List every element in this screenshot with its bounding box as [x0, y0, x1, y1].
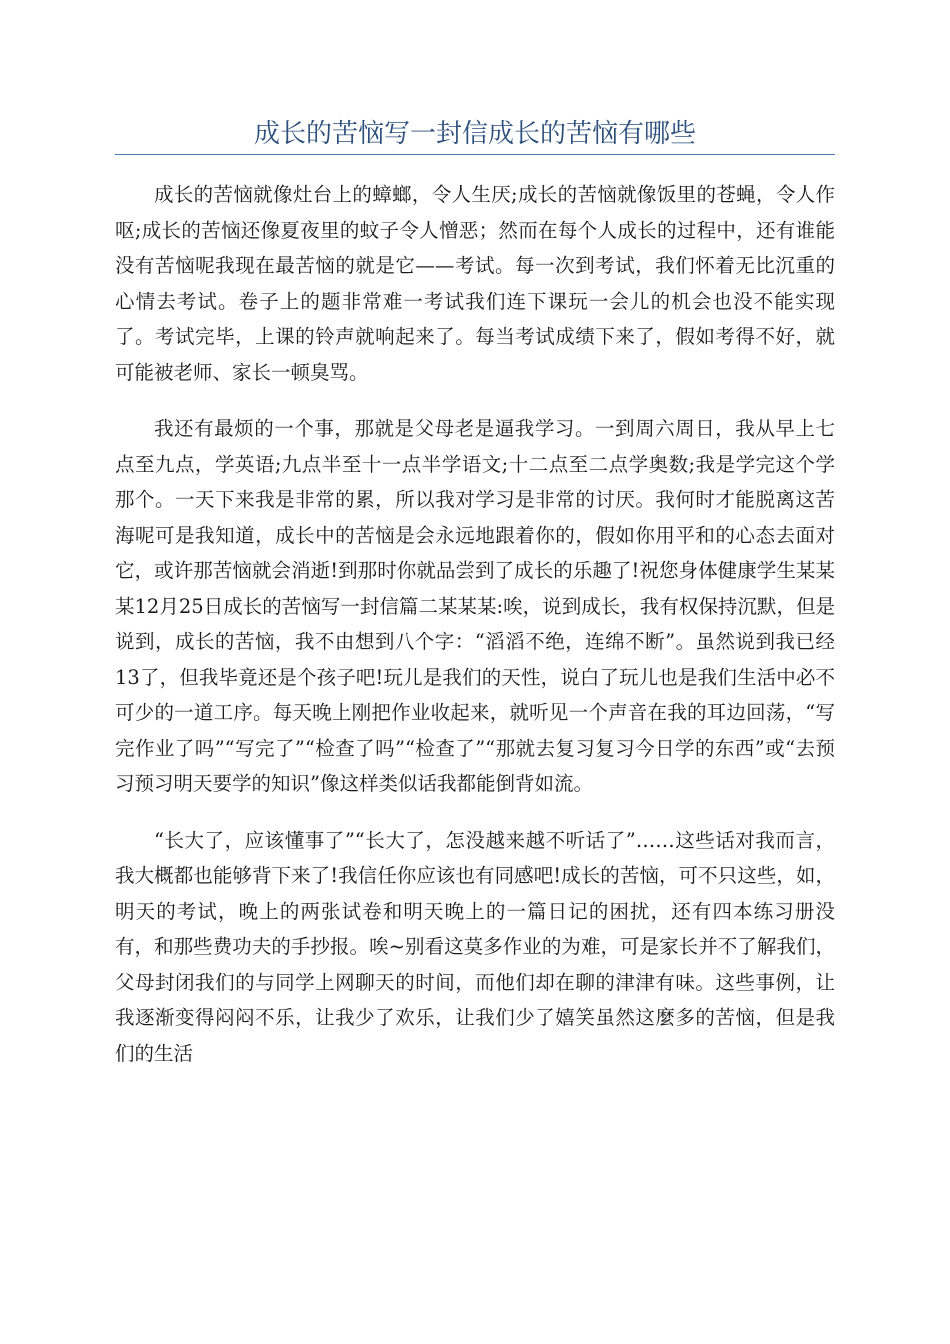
page-title: 成长的苦恼写一封信成长的苦恼有哪些 [253, 119, 696, 149]
document-body [115, 177, 835, 1092]
paragraph-1: 成长的苦恼就像灶台上的蟑螂，令人生厌;成长的苦恼就像饭里的苍蝇，令人作呕;成长的苦恼还像夏夜里的蚊子令人憎恶；然而在每个人成长的过程中，还有谁能没有苦恼呢我现在最苦恼的就是它——考试。每一次到考试，我们怀着无比沉重的心情去考试。卷子上的题非常难一考试我们连下课玩一会儿的机会也没不能实现了。考试完毕，上课的铃声就响起来了。每当考试成绩下来了，假如考得不好，就可能被老师、家长一顿臭骂。 [115, 183, 835, 384]
paragraph-3: “长大了，应该懂事了”“长大了，怎没越来越不听话了”……这些话对我而言，我大概都也能够背下来了!我信任你应该也有同感吧!成长的苦恼，可不只这些，如，明天的考试，晚上的两张试卷和明天晚上的一篇日记的困扰，还有四本练习册没有，和那些费功夫的手抄报。唉~别看这莫多作业的为难，可是家长并不了解我们，父母封闭我们的与同学上网聊天的时间，而他们却在聊的津津有味。这些事例，让我逐渐变得闷闷不乐，让我少了欢乐，让我们少了嬉笑虽然这麼多的苦恼，但是我们的生活 [115, 828, 835, 1065]
title-underline [115, 154, 835, 155]
paragraph-2: 我还有最烦的一个事，那就是父母老是逼我学习。一到周六周日，我从早上七点至九点，学英语;九点半至十一点半学语文;十二点至二点学奥数;我是学完这个学那个。一天下来我是非常的累，所以我对学习是非常的讨厌。我何时才能脱离这苦海呢可是我知道，成长中的苦恼是会永远地跟着你的，假如你用平和的心态去面对它，或许那苦恼就会消逝!到那时你就品尝到了成长的乐趣了!祝您身体健康学生某某某12月25日成长的苦恼写一封信篇二某某某:唉，说到成长，我有权保持沉默，但是说到，成长的苦恼，我不由想到八个字：“滔滔不绝，连绵不断”。虽然说到我已经13了，但我毕竟还是个孩子吧!玩儿是我们的天性，说白了玩儿也是我们生活中必不可少的一道工序。每天晚上刚把作业收起来，就听见一个声音在我的耳边回荡，“写完作业了吗”“写完了”“检查了吗”“检查了”“那就去复习复习今日学的东西”或“去预习预习明天要学的知识”像这样类似话我都能倒背如流。 [115, 417, 835, 795]
